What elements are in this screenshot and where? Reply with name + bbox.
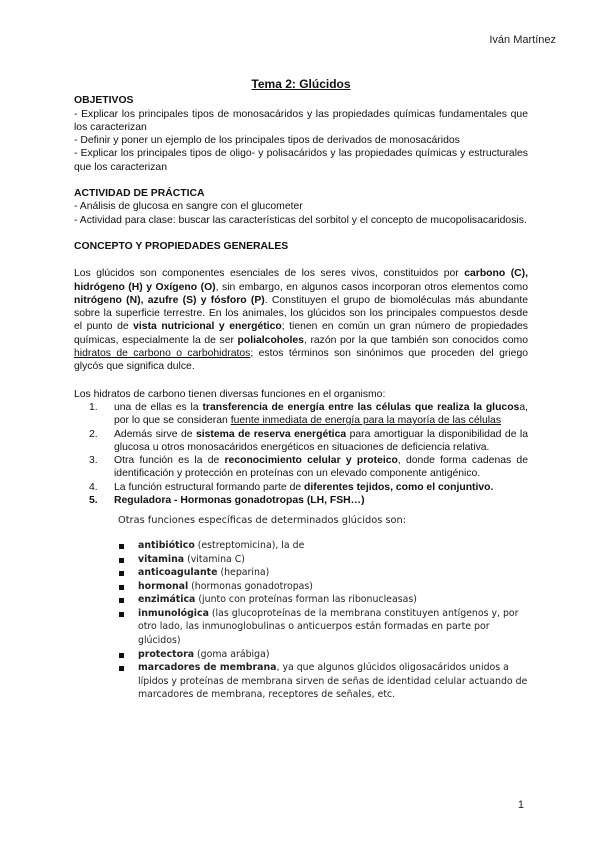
list-item: hormonal (hormonas gonadotropas) (138, 580, 528, 594)
list-item: protectora (goma arábiga) (138, 648, 528, 662)
objetivo-item: - Explicar los principales tipos de monosacáridos y las propiedades químicas fundamentales que los caracterizan (74, 108, 528, 133)
objetivo-item: - Explicar los principales tipos de oligo- y polisacáridos y las propiedades químicas y estructurales que los caracterizan (74, 148, 528, 173)
square-bullet-icon (119, 571, 124, 576)
square-bullet-icon (119, 558, 124, 563)
list-item: marcadores de membrana, ya que algunos glúcidos oligosacáridos unidos a lípidos y proteínas de membrana sirven de señas de identidad celular actuando de marcadores de membrana, receptores de señales, etc. (138, 661, 528, 702)
square-bullet-icon (119, 544, 124, 549)
actividad-item: - Actividad para clase: buscar las características del sorbitol y el concepto de mucopolisacaridosis. (74, 214, 527, 226)
concepto-heading: CONCEPTO Y PROPIEDADES GENERALES (74, 240, 289, 252)
square-bullet-icon (119, 585, 124, 590)
funciones-intro: Los hidratos de carbono tienen diversas funciones en el organismo: (74, 388, 386, 400)
document-body (74, 78, 528, 702)
funciones-list (74, 401, 528, 507)
document-title: Tema 2: Glúcidos (251, 77, 351, 91)
page-number: 1 (517, 799, 524, 811)
otras-funciones-section (118, 514, 528, 702)
square-bullet-icon (119, 666, 124, 671)
actividad-item: - Análisis de glucosa en sangre con el glucometer (74, 201, 303, 213)
actividad-section (74, 187, 528, 227)
otras-funciones-intro: Otras funciones específicas de determinados glúcidos son: (118, 515, 407, 527)
list-item: 5. Reguladora - Hormonas gonadotropas (LH, FSH…) (89, 495, 365, 507)
list-item: vitamina (vitamina C) (138, 553, 528, 567)
concepto-section (74, 240, 528, 507)
square-bullet-icon (119, 653, 124, 658)
square-bullet-icon (119, 612, 124, 617)
objetivo-item: - Definir y poner un ejemplo de los principales tipos de derivados de monosacáridos (74, 135, 460, 147)
list-item: enzimática (junto con proteínas forman las ribonucleasas) (138, 593, 528, 607)
concepto-paragraph: Los glúcidos son componentes esenciales de los seres vivos, constituidos por carbono (C), hidrógeno (H) y Oxígeno (O), sin embargo, en algunos casos incorporan otros elementos como nitrógeno (N), azufre (S) y fósforo (P). Constituyen el grupo de biomoléculas más abundante sobre la superficie terrestre. En los animales, los glúcidos son los principales compuestos desde el punto de vista nutricional y energético; tienen en común un gran número de propiedades químicas, especialmente la de ser polialcoholes, razón por la que también son conocidos como hidratos de carbono o carbohidratos; estos términos son sinónimos que proceden del griego glycós que significa dulce. (74, 268, 529, 373)
author-name: Iván Martínez (489, 34, 556, 46)
list-item: 2. Además sirve de sistema de reserva energética para amortiguar la disponibilidad de la glucosa u otros monosacáridos energéticos en situaciones de deficiencia relativa. (89, 428, 529, 453)
list-item: 4. La función estructural formando parte de diferentes tejidos, como el conjuntivo. (89, 481, 494, 493)
list-item: 3. Otra función es la de reconocimiento celular y proteico, donde forma cadenas de identificación y protección en proteínas con un elevado componente antigénico. (89, 455, 528, 480)
list-item: antibiótico (estreptomicina), la de (138, 539, 528, 553)
actividad-heading: ACTIVIDAD DE PRÁCTICA (74, 188, 205, 200)
list-item: anticoagulante (heparina) (138, 566, 528, 580)
list-item: inmunológica (las glucoproteínas de la membrana constituyen antígenos y, por otro lado, las inmunoglobulinas o anticuerpos están formadas en parte por glúcidos) (138, 607, 528, 648)
objetivos-heading: OBJETIVOS (74, 95, 134, 107)
list-item: 1. una de ellas es la transferencia de energía entre las células que realiza la glucosa, por lo que se consideran fuente inmediata de energía para la mayoría de las células (89, 401, 528, 427)
otras-funciones-list (118, 539, 528, 702)
objetivos-section (74, 94, 528, 174)
square-bullet-icon (119, 598, 124, 603)
